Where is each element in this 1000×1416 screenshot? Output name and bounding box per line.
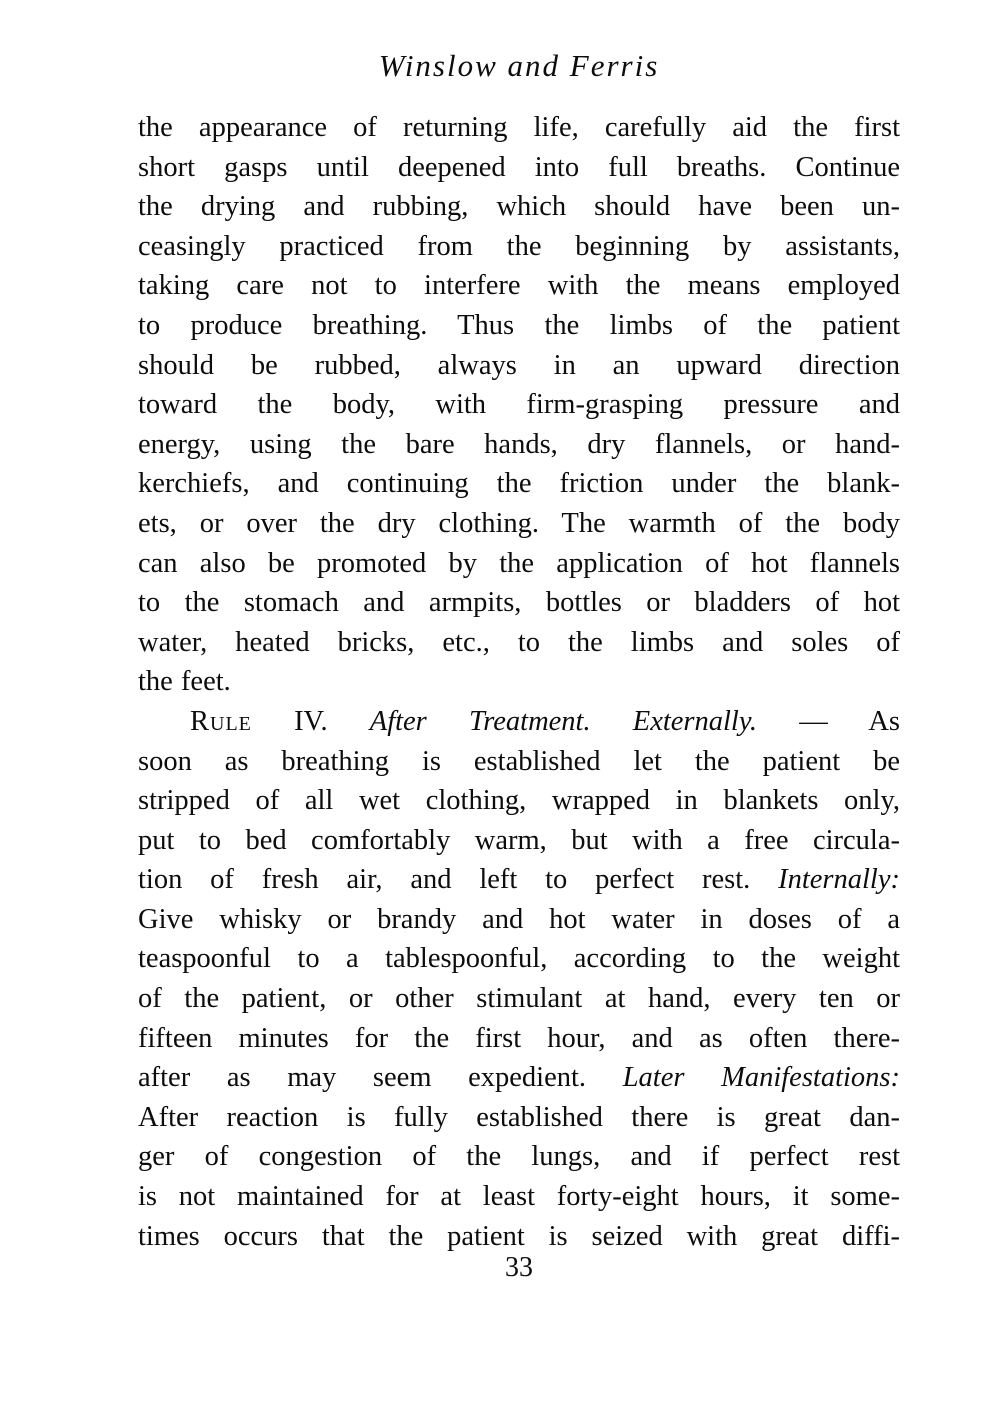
text-run: the appearance of returning life, carefully aid the first	[138, 112, 900, 143]
text-run: Externally.	[632, 705, 758, 737]
text-line	[138, 187, 900, 227]
text-run: tion of fresh air, and left to perfect rest.	[138, 864, 779, 896]
text-run: Internally:	[778, 864, 900, 896]
text-line	[138, 1058, 900, 1098]
text-line	[138, 979, 900, 1019]
text-line	[138, 464, 900, 504]
body-text-block	[138, 108, 900, 1256]
text-line	[138, 1019, 900, 1059]
text-run: After reaction is fully established there is great dan-	[138, 1101, 900, 1133]
text-run: ets, or over the dry clothing. The warmth of the body	[138, 507, 900, 539]
text-line	[138, 900, 900, 940]
text-line	[138, 1137, 900, 1177]
text-line	[138, 623, 900, 663]
text-line	[138, 504, 900, 544]
text-run: should be rubbed, always in an upward direction	[138, 349, 900, 381]
text-run: kerchiefs, and continuing the friction under the blank-	[138, 468, 900, 500]
text-run: put to bed comfortably warm, but with a free circula-	[138, 824, 900, 856]
text-line	[138, 742, 900, 782]
text-run: energy, using the bare hands, dry flannels, or hand-	[138, 428, 900, 460]
text-line	[138, 781, 900, 821]
text-run: taking care not to interfere with the means employed	[138, 270, 900, 302]
text-run: After Treatment.	[369, 705, 591, 737]
text-line	[138, 662, 900, 702]
text-line	[138, 544, 900, 584]
text-run: fifteen minutes for the first hour, and as often there-	[138, 1022, 900, 1054]
text-run: the feet.	[138, 666, 231, 698]
text-run: of the patient, or other stimulant at hand, every ten or	[138, 983, 900, 1015]
text-run: after as may seem expedient.	[138, 1062, 623, 1094]
text-line	[138, 1098, 900, 1138]
text-run: soon as breathing is established let the patient be	[138, 745, 900, 777]
text-run: to produce breathing. Thus the limbs of the patient	[138, 309, 900, 341]
text-run: to the stomach and armpits, bottles or bladders of hot	[138, 587, 900, 619]
text-line	[138, 1217, 900, 1257]
text-run: is not maintained for at least forty-eight hours, it some-	[138, 1181, 900, 1213]
text-line	[138, 148, 900, 188]
running-header: Winslow and Ferris	[378, 48, 660, 83]
text-line	[138, 939, 900, 979]
text-run: teaspoonful to a tablespoonful, according to the weight	[138, 943, 900, 975]
text-line	[138, 227, 900, 267]
text-run: ceasingly practiced from the beginning by assistants,	[138, 230, 900, 262]
text-line	[138, 306, 900, 346]
text-run: short gasps until deepened into full breaths. Continue	[138, 151, 900, 183]
text-run: can also be promoted by the application of hot flannels	[138, 547, 900, 579]
text-run: toward the body, with firm-grasping pressure and	[138, 389, 900, 421]
text-line	[138, 385, 900, 425]
text-line	[138, 108, 900, 148]
text-run: Later Manifestations:	[622, 1062, 900, 1094]
text-line	[138, 346, 900, 386]
text-run: IV.	[251, 705, 370, 737]
text-line	[138, 583, 900, 623]
text-line	[138, 821, 900, 861]
text-line	[138, 1177, 900, 1217]
text-line	[138, 266, 900, 306]
text-line	[138, 425, 900, 465]
text-run: times occurs that the patient is seized with great diffi-	[138, 1220, 900, 1252]
page-number: 33	[505, 1252, 533, 1283]
text-line	[138, 702, 900, 742]
text-line	[138, 860, 900, 900]
text-run: the drying and rubbing, which should have been un-	[138, 191, 900, 223]
text-run: — As	[757, 705, 901, 737]
text-run	[591, 706, 633, 737]
text-run: ger of congestion of the lungs, and if perfect rest	[138, 1141, 900, 1173]
text-run: Rule	[190, 705, 252, 737]
text-run: stripped of all wet clothing, wrapped in blankets only,	[138, 785, 900, 817]
text-run: Give whisky or brandy and hot water in doses of a	[138, 903, 900, 935]
text-run: water, heated bricks, etc., to the limbs and soles of	[138, 626, 900, 658]
